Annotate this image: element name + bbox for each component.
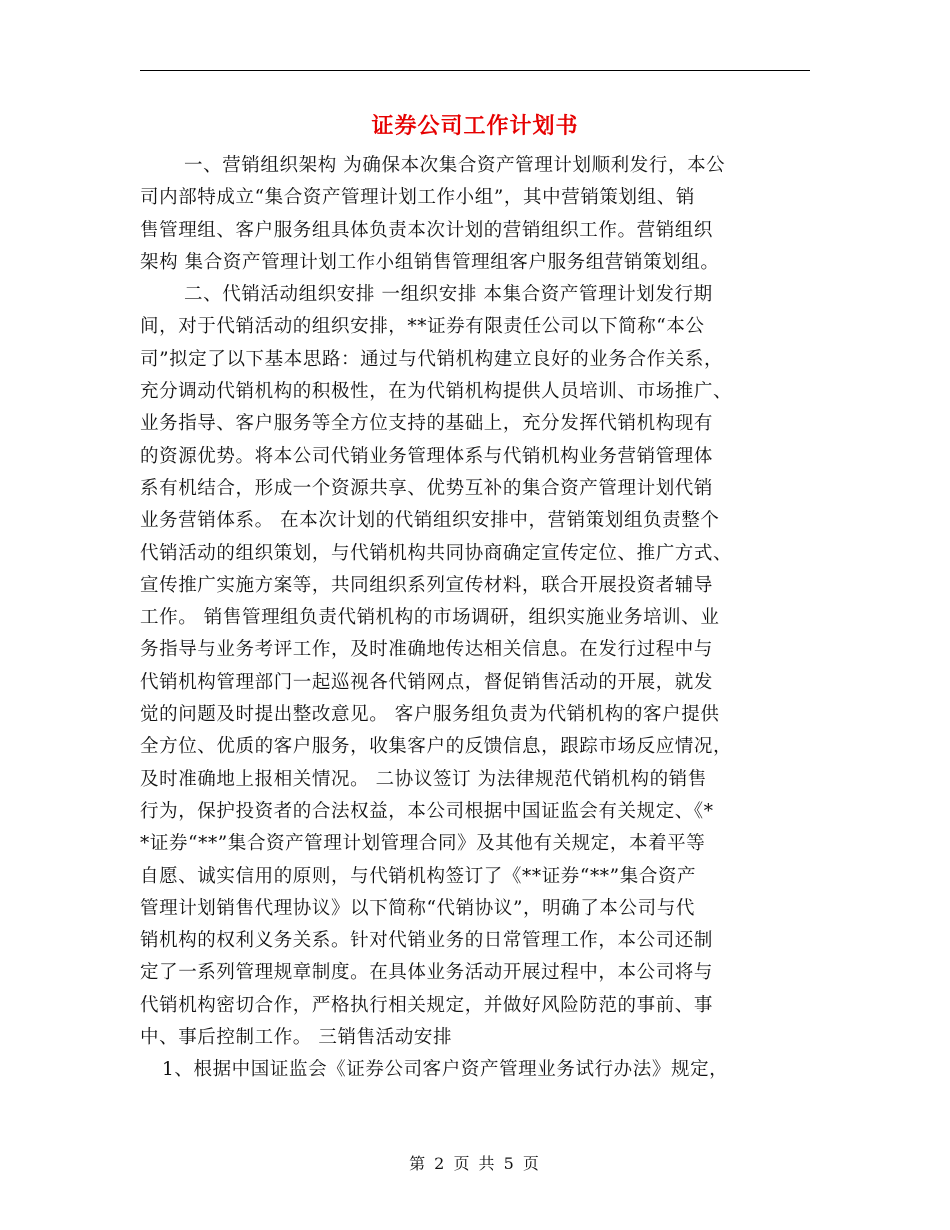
- paragraph-line: *证券“**”集合资产管理计划管理合同》及其他有关规定，本着平等: [140, 833, 706, 855]
- paragraph-line: 代销机构密切合作，严格执行相关规定，并做好风险防范的事前、事: [140, 994, 714, 1016]
- paragraph-line: 定了一系列管理规章制度。在具体业务活动开展过程中，本公司将与: [140, 962, 714, 984]
- paragraph-line: 及时准确地上报相关情况。 二协议签订 为法律规范代销机构的销售: [140, 768, 707, 790]
- paragraph-line: 二、代销活动组织安排 一组织安排 本集合资产管理计划发行期: [184, 284, 713, 306]
- paragraph-line: 系有机结合，形成一个资源共享、优势互补的集合资产管理计划代销: [140, 477, 714, 499]
- paragraph-line: 司内部特成立“集合资产管理计划工作小组”，其中营销策划组、销: [140, 187, 695, 209]
- paragraph-line: 间，对于代销活动的组织安排，**证券有限责任公司以下简称“本公: [140, 316, 705, 338]
- paragraph-line: 工作。 销售管理组负责代销机构的市场调研，组织实施业务培训、业: [140, 607, 720, 629]
- paragraph-line: 充分调动代销机构的积极性，在为代销机构提供人员培训、市场推广、: [140, 381, 733, 403]
- paragraph-line: 销机构的权利义务关系。针对代销业务的日常管理工作，本公司还制: [140, 930, 714, 952]
- paragraph-line: 管理计划销售代理协议》以下简称“代销协议”，明确了本公司与代: [140, 897, 695, 919]
- paragraph-line: 的资源优势。将本公司代销业务管理体系与代销机构业务营销管理体: [140, 445, 714, 467]
- paragraph-line: 宣传推广实施方案等，共同组织系列宣传材料，联合开展投资者辅导: [140, 574, 714, 596]
- paragraph-line: 业务营销体系。 在本次计划的代销组织安排中，营销策划组负责整个: [140, 510, 720, 532]
- paragraph-line: 代销机构管理部门一起巡视各代销网点，督促销售活动的开展，就发: [140, 671, 714, 693]
- paragraph-line: 全方位、优质的客户服务，收集客户的反馈信息，跟踪市场反应情况，: [140, 736, 733, 758]
- paragraph-line: 自愿、诚实信用的原则，与代销机构签订了《**证券“**”集合资产: [140, 865, 697, 887]
- paragraph-line: 中、事后控制工作。 三销售活动安排: [140, 1027, 453, 1049]
- paragraph-line: 司”拟定了以下基本思路：通过与代销机构建立良好的业务合作关系，: [140, 348, 724, 370]
- paragraph-line: 售管理组、客户服务组具体负责本次计划的营销组织工作。营销组织: [140, 219, 714, 241]
- paragraph-line: 一、营销组织架构 为确保本次集合资产管理计划顺利发行，本公: [184, 155, 726, 176]
- paragraph-line: 行为，保护投资者的合法权益，本公司根据中国证监会有关规定、《*: [140, 800, 714, 822]
- paragraph-line: 业务指导、客户服务等全方位支持的基础上，充分发挥代销机构现有: [140, 413, 714, 435]
- paragraph-line: 1、根据中国证监会《证券公司客户资产管理业务试行办法》规定，: [162, 1059, 729, 1081]
- document-body: [140, 150, 815, 1087]
- paragraph-line: 务指导与业务考评工作，及时准确地传达相关信息。在发行过程中与: [140, 639, 714, 661]
- paragraph-line: 代销活动的组织策划，与代销机构共同协商确定宣传定位、推广方式、: [140, 542, 733, 564]
- document-title: 证券公司工作计划书: [371, 113, 579, 139]
- page-number-footer: 第 2 页 共 5 页: [409, 1154, 541, 1173]
- paragraph-line: 觉的问题及时提出整改意见。 客户服务组负责为代销机构的客户提供: [140, 704, 720, 726]
- header-rule: [140, 70, 810, 71]
- paragraph-line: 架构 集合资产管理计划工作小组销售管理组客户服务组营销策划组。: [140, 251, 720, 273]
